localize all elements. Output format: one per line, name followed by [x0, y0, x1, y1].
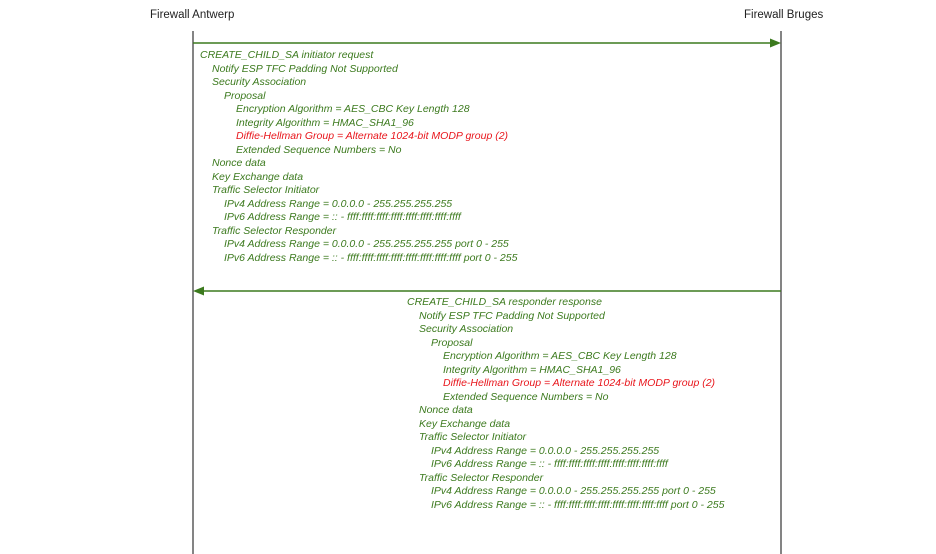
endpoint-label-bruges: Firewall Bruges [744, 9, 824, 21]
response-field: Key Exchange data [419, 417, 511, 430]
request-field: Extended Sequence Numbers = No [236, 143, 402, 156]
response-field: Traffic Selector Initiator [419, 431, 527, 443]
request-field: Nonce data [212, 157, 266, 169]
response-arrow-head [193, 287, 204, 296]
request-field: Traffic Selector Initiator [212, 184, 320, 196]
response-field: Traffic Selector Responder [419, 471, 544, 484]
request-field: Proposal [224, 89, 266, 102]
response-field: Nonce data [419, 404, 473, 416]
request-field: Encryption Algorithm = AES_CBC Key Length 128 [236, 103, 470, 115]
response-field: IPv6 Address Range = :: - ffff:ffff:ffff:ffff:ffff:ffff:ffff:ffff [431, 458, 668, 470]
endpoint-label-antwerp: Firewall Antwerp [150, 9, 235, 21]
response-highlighted-field: Diffie-Hellman Group = Alternate 1024-bit MODP group (2) [443, 377, 716, 389]
response-field: IPv4 Address Range = 0.0.0.0 - 255.255.255.255 [431, 444, 660, 457]
response-field: IPv4 Address Range = 0.0.0.0 - 255.255.255.255 port 0 - 255 [431, 485, 716, 497]
request-arrow-head [770, 39, 781, 48]
response-message-title: CREATE_CHILD_SA responder response [407, 296, 602, 308]
response-field: IPv6 Address Range = :: - ffff:ffff:ffff:ffff:ffff:ffff:ffff:ffff port 0 - 255 [431, 498, 725, 511]
response-field: Security Association [419, 323, 514, 335]
response-message-block [407, 296, 724, 512]
request-field: Integrity Algorithm = HMAC_SHA1_96 [236, 116, 414, 129]
response-field: Proposal [431, 336, 473, 349]
request-field: IPv4 Address Range = 0.0.0.0 - 255.255.255.255 port 0 - 255 [224, 238, 509, 250]
response-field: Integrity Algorithm = HMAC_SHA1_96 [443, 363, 621, 376]
response-arrow [193, 287, 781, 296]
request-field: IPv4 Address Range = 0.0.0.0 - 255.255.255.255 [224, 197, 453, 210]
request-message-title: CREATE_CHILD_SA initiator request [200, 49, 374, 61]
request-field: Notify ESP TFC Padding Not Supported [212, 62, 398, 75]
request-arrow [193, 39, 781, 48]
request-field: Security Association [212, 76, 307, 88]
request-field: Traffic Selector Responder [212, 224, 337, 237]
request-field: Key Exchange data [212, 170, 304, 183]
request-message-block [200, 49, 517, 265]
response-field: Extended Sequence Numbers = No [443, 390, 609, 403]
request-field: IPv6 Address Range = :: - ffff:ffff:ffff:ffff:ffff:ffff:ffff:ffff port 0 - 255 [224, 251, 518, 264]
response-field: Notify ESP TFC Padding Not Supported [419, 309, 605, 322]
response-field: Encryption Algorithm = AES_CBC Key Length 128 [443, 350, 677, 362]
request-highlighted-field: Diffie-Hellman Group = Alternate 1024-bit MODP group (2) [236, 130, 509, 142]
request-field: IPv6 Address Range = :: - ffff:ffff:ffff:ffff:ffff:ffff:ffff:ffff [224, 211, 461, 223]
